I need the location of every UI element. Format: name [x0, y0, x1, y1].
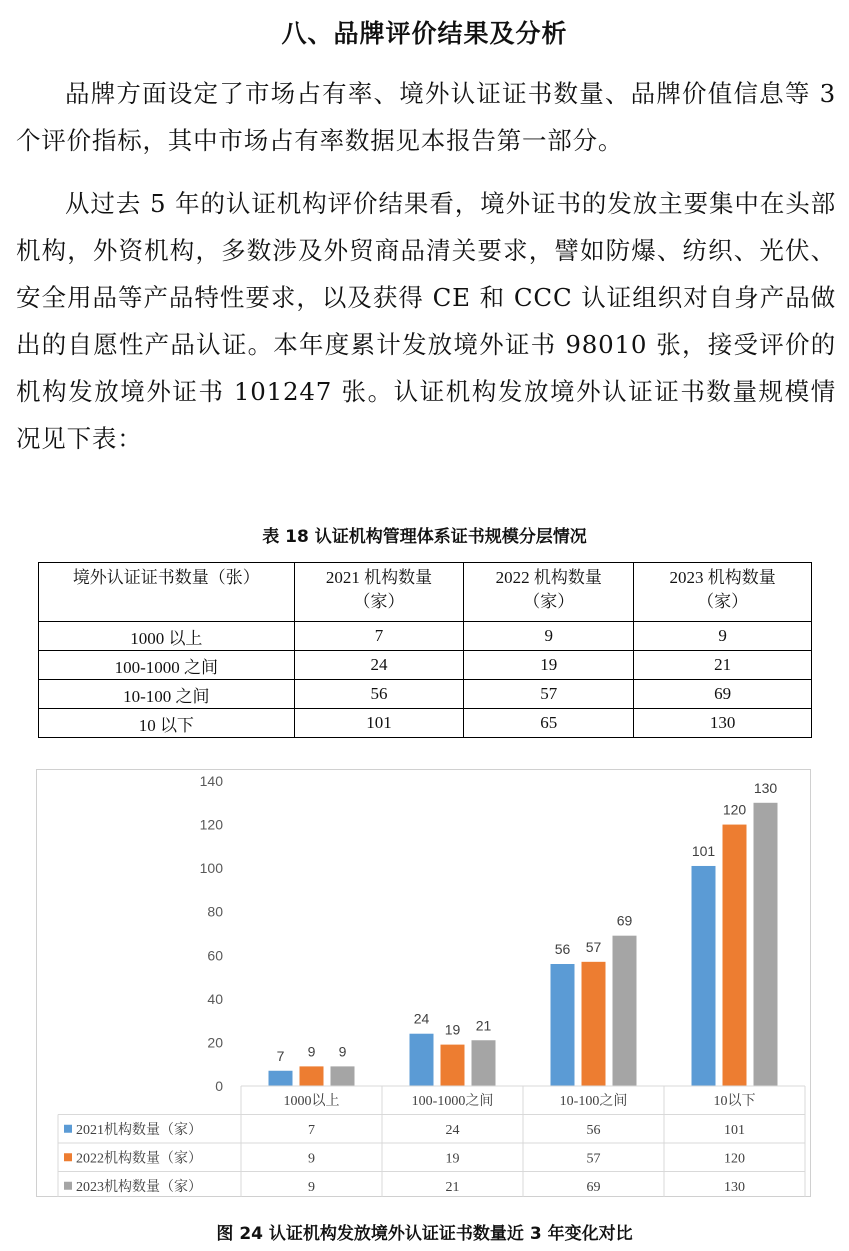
table-cell: 100-1000 之间	[39, 651, 295, 680]
data-label: 101	[691, 842, 716, 859]
header-2023	[634, 563, 812, 622]
table-value: 57	[586, 1151, 601, 1167]
data-label: 9	[307, 1043, 316, 1060]
bar	[754, 803, 778, 1086]
header-2021	[294, 563, 464, 622]
table-row	[39, 709, 812, 738]
table-cell: 21	[634, 651, 812, 680]
legend-key	[64, 1125, 72, 1133]
figure-caption: 图 24 认证机构发放境外认证证书数量近 3 年变化对比	[216, 1224, 633, 1244]
bar	[300, 1066, 324, 1086]
x-category-label: 1000以上	[283, 1094, 340, 1109]
header-text: 境外认证证书数量（张）	[72, 568, 260, 587]
table-value: 101	[724, 1122, 745, 1138]
table-value: 9	[308, 1151, 315, 1167]
y-tick-label: 40	[207, 990, 223, 1007]
bar	[692, 866, 716, 1086]
table-value: 130	[724, 1179, 745, 1195]
data-label: 21	[475, 1017, 492, 1034]
bar	[331, 1066, 355, 1086]
table-row	[39, 622, 812, 651]
y-tick-label: 140	[199, 773, 223, 789]
table-cell: 10 以下	[39, 709, 295, 738]
y-tick-label: 0	[215, 1078, 223, 1094]
header-cert-count	[39, 563, 295, 622]
legend-series-name: 2022机构数量（家）	[76, 1151, 202, 1167]
table-value: 120	[724, 1151, 745, 1167]
x-category-label: 10以下	[713, 1094, 756, 1109]
table-cell: 65	[464, 709, 634, 738]
data-label: 69	[616, 912, 633, 929]
header-text: 2021 机构数量	[325, 568, 433, 587]
data-label: 9	[338, 1043, 347, 1060]
data-label: 7	[276, 1047, 285, 1064]
table-cell: 101	[294, 709, 464, 738]
table-cell: 9	[634, 622, 812, 651]
table-cell: 69	[634, 680, 812, 709]
x-category-label: 100-1000之间	[411, 1094, 494, 1109]
table-cell: 24	[294, 651, 464, 680]
x-category-label: 10-100之间	[559, 1094, 628, 1109]
bar-chart	[36, 769, 811, 1197]
table-value: 24	[445, 1122, 460, 1138]
header-unit: （家）	[697, 592, 749, 611]
y-tick-label: 20	[207, 1034, 223, 1051]
bar	[269, 1071, 293, 1086]
table-cell: 9	[464, 622, 634, 651]
section-title: 八、品牌评价结果及分析	[281, 19, 568, 48]
y-tick-label: 60	[207, 947, 223, 964]
paragraph-market-share: 品牌方面设定了市场占有率、境外认证证书数量、品牌价值信息等 3 个评价指标，其中市场占有率数据见本报告第一部分。	[16, 79, 836, 155]
bar	[441, 1045, 465, 1086]
table-value: 19	[445, 1151, 460, 1167]
data-label: 57	[585, 938, 602, 955]
legend-key	[64, 1182, 72, 1190]
table-value: 7	[308, 1122, 315, 1138]
table-cell: 7	[294, 622, 464, 651]
header-unit: （家）	[353, 592, 405, 611]
data-label: 19	[444, 1021, 461, 1038]
bar	[410, 1034, 434, 1086]
bar	[582, 962, 606, 1086]
table-value: 56	[586, 1122, 601, 1138]
data-label: 24	[413, 1010, 430, 1027]
bar	[472, 1040, 496, 1086]
table-value: 9	[308, 1179, 315, 1195]
y-tick-label: 100	[199, 860, 223, 877]
table-header-row	[39, 563, 812, 622]
table-row	[39, 651, 812, 680]
y-tick-label: 120	[199, 816, 223, 833]
bar	[551, 964, 575, 1086]
table-cell: 1000 以上	[39, 622, 295, 651]
table-cell: 10-100 之间	[39, 680, 295, 709]
legend-series-name: 2023机构数量（家）	[76, 1179, 202, 1195]
bar	[613, 936, 637, 1086]
data-label: 120	[722, 801, 747, 818]
table-value: 21	[445, 1179, 460, 1195]
certificate-scale-table	[38, 562, 812, 738]
table-value: 69	[586, 1179, 601, 1195]
paragraph-certificates: 从过去 5 年的认证机构评价结果看，境外证书的发放主要集中在头部机构，外资机构，多数涉及外贸商品清关要求，譬如防爆、纺织、光伏、安全用品等产品特性要求，以及获得 CE 和 CCC 认证组织对自身产品做出的自愿性产品认证。本年度累计发放境外证书 98010 张，接受评价的机构发放境外证书 101247 张。认证机构发放境外认证证书数量规模情况见下表：	[16, 189, 836, 453]
table-cell: 130	[634, 709, 812, 738]
table-cell: 57	[464, 680, 634, 709]
header-text: 2023 机构数量	[669, 568, 776, 587]
legend-key	[64, 1153, 72, 1161]
header-text: 2022 机构数量	[495, 568, 602, 587]
header-2022	[464, 563, 634, 622]
y-tick-label: 80	[207, 903, 223, 920]
data-label: 56	[554, 941, 571, 957]
data-label: 130	[753, 779, 778, 796]
bar	[723, 825, 747, 1086]
legend-series-name: 2021机构数量（家）	[76, 1122, 202, 1138]
header-unit: （家）	[523, 592, 575, 611]
table-caption: 表 18 认证机构管理体系证书规模分层情况	[262, 527, 587, 547]
table-row	[39, 680, 812, 709]
table-cell: 56	[294, 680, 464, 709]
table-cell: 19	[464, 651, 634, 680]
